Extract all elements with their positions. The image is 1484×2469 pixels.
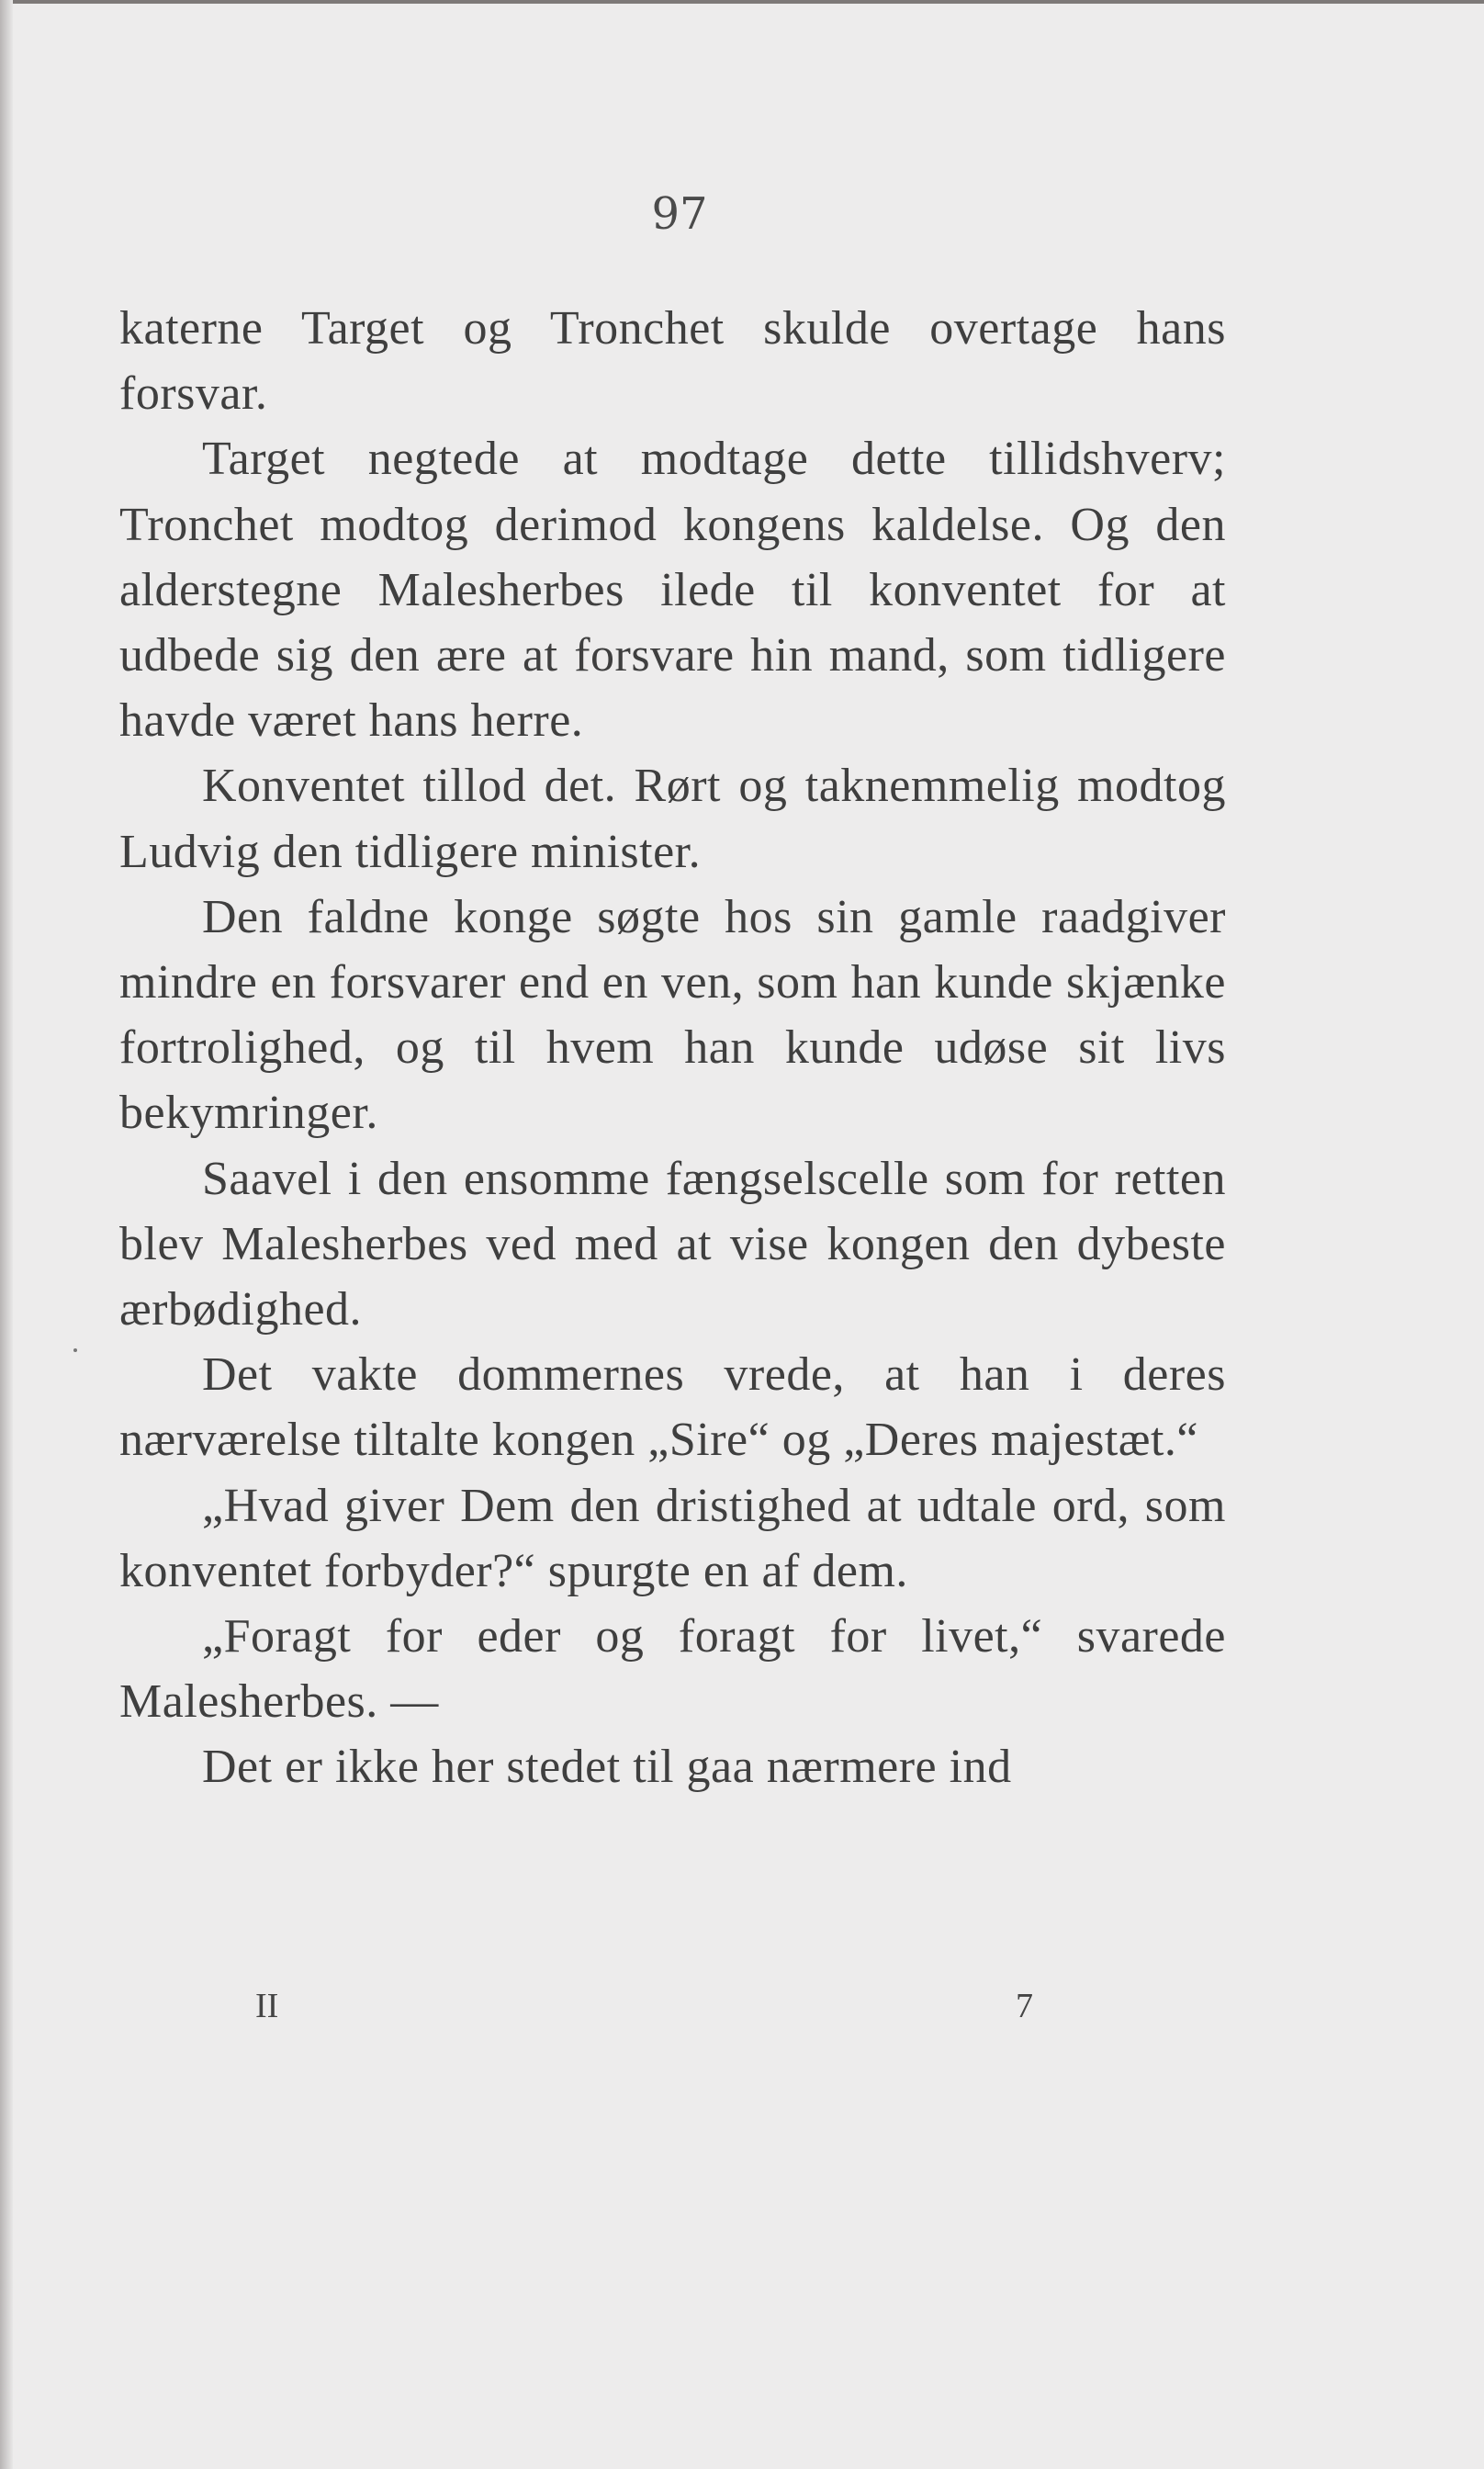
sheet-mark: 7 <box>1016 1987 1033 2025</box>
page-left-edge <box>0 0 13 2469</box>
paragraph-6: Det vakte dommernes vrede, at han i deres nærværelse tiltalte kongen „Sire“ og „Deres majestæt.“ <box>119 1348 1226 1467</box>
page-top-edge <box>0 0 1484 4</box>
volume-mark: II <box>255 1987 279 2025</box>
paragraph-2: Target negtede at modtage dette tillidshverv; Tronchet modtog derimod kongens kaldelse. Og den alderstegne Malesherbes ilede til konventet for at udbede sig den ære at forsvare hin mand, som tidligere havde været hans herre. <box>119 433 1226 748</box>
paragraph-8: „Foragt for eder og foragt for livet,“ svarede Malesherbes. — <box>119 1610 1226 1729</box>
paragraph-7: „Hvad giver Dem den dristighed at udtale ord, som konventet forbyder?“ spurgte en af dem. <box>119 1479 1226 1597</box>
scan-speck <box>73 1348 77 1352</box>
body-text <box>119 296 1226 1800</box>
paragraph-1: katerne Target og Tronchet skulde overtage hans forsvar. <box>119 302 1226 421</box>
paragraph-5: Saavel i den ensomme fængselscelle som for retten blev Malesherbes ved med at vise kongen den dybeste ærbødighed. <box>119 1152 1226 1336</box>
paragraph-3: Konventet tillod det. Rørt og taknemmelig modtog Ludvig den tidligere minister. <box>119 760 1226 878</box>
paragraph-4: Den faldne konge søgte hos sin gamle raadgiver mindre en forsvarer end en ven, som han kunde skjænke fortrolighed, og til hvem han kunde udøse sit livs bekymringer. <box>119 890 1226 1140</box>
page-number: 97 <box>651 188 708 240</box>
paragraph-9: Det er ikke her stedet til gaa nærmere ind <box>202 1741 1012 1794</box>
